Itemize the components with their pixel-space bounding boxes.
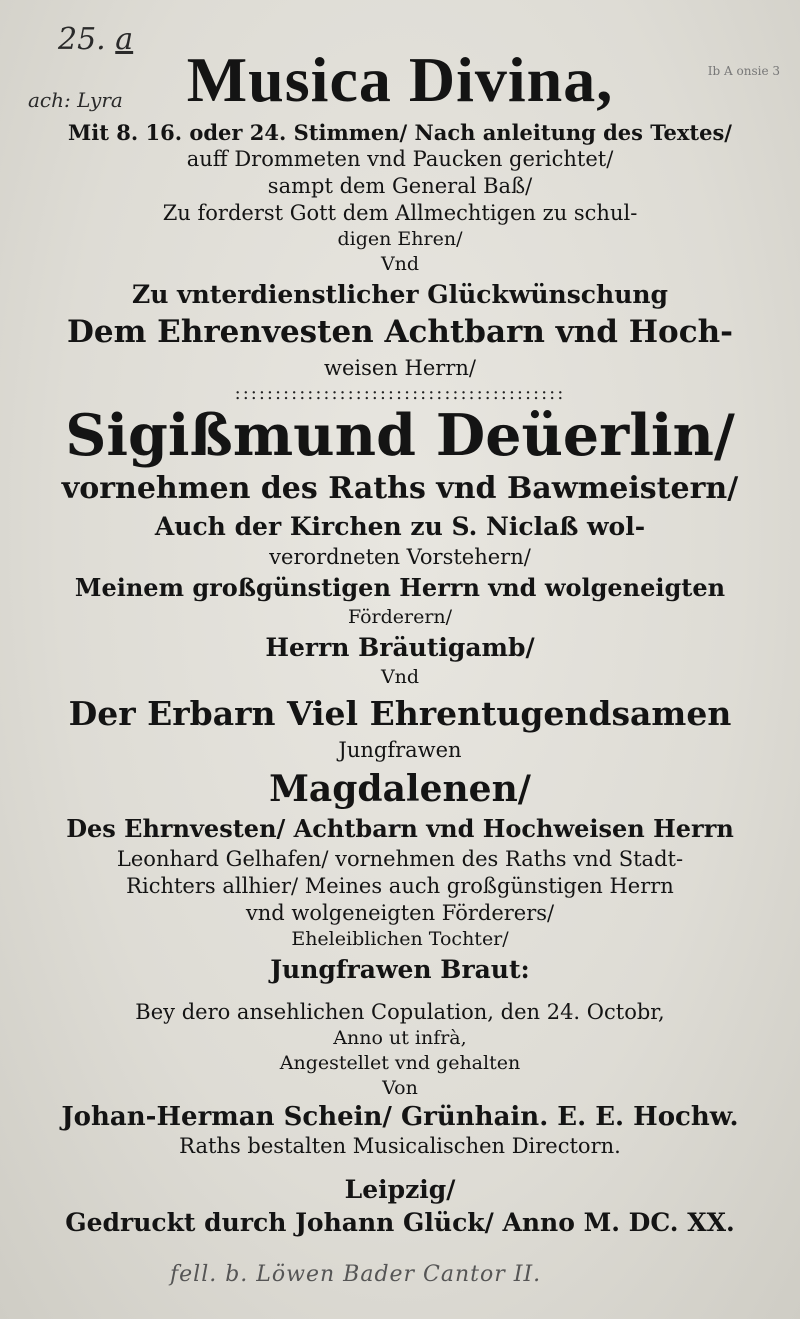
line-vorstehern: verordneten Vorstehern/ — [269, 545, 531, 569]
imprint-place: Leipzig/ — [344, 1175, 456, 1204]
groom-name: Sigißmund Deüerlin/ — [65, 402, 735, 469]
line-gelhafen: Leonhard Gelhafen/ vornehmen des Raths vnd Stadt- — [116, 847, 684, 871]
line-braut: Jungfrawen Braut: — [270, 955, 530, 984]
line-basso: sampt dem General Baß/ — [267, 174, 533, 198]
line-instruments: auff Drommeten vnd Paucken gerichtet/ — [186, 147, 614, 171]
offset-text: Ib A onsie 3 — [707, 64, 780, 78]
line-congratulation: Zu vnterdienstlicher Glückwünschung — [131, 280, 669, 309]
line-herrn: weisen Herrn/ — [324, 356, 476, 380]
line-voices: Mit 8. 16. oder 24. Stimmen/ Nach anleitung des Textes/ — [68, 120, 732, 145]
line-church: Auch der Kirchen zu S. Niclaß wol- — [154, 512, 646, 541]
line-jungfrawen: Jungfrawen — [338, 738, 462, 762]
line-anno: Anno ut infrà, — [333, 1027, 467, 1049]
main-title: Musica Divina, — [186, 44, 614, 115]
composer-name: Johan-Herman Schein/ Grünhain. E. E. Hochw. — [61, 1102, 739, 1132]
bride-name: Magdalenen/ — [269, 768, 531, 810]
line-director: Raths bestalten Musicalischen Directorn. — [179, 1134, 621, 1158]
line-und-2: Vnd — [380, 666, 420, 688]
line-richters: Richters allhier/ Meines auch großgünstigen Herrn — [126, 874, 674, 898]
handwritten-note-lyra: ach: Lyra — [28, 88, 123, 112]
line-braeutigam: Herrn Bräutigamb/ — [265, 633, 535, 662]
handwritten-note-bottom: fell. b. Löwen Bader Cantor II. — [170, 1262, 542, 1287]
line-foerderers: vnd wolgeneigten Förderers/ — [245, 901, 555, 925]
line-council: vornehmen des Raths vnd Bawmeistern/ — [61, 471, 739, 506]
line-und-1: Vnd — [380, 253, 420, 275]
line-dedication-god: Zu forderst Gott dem Allmechtigen zu schul- — [162, 201, 638, 225]
ornament-dots: ::::::::::::::::::::::::::::::::::::::::: — [234, 383, 566, 404]
line-honor: digen Ehren/ — [337, 228, 463, 250]
line-honorific: Dem Ehrenvesten Achtbarn vnd Hoch- — [66, 314, 733, 350]
shelfmark-annotation: 25. a — [58, 22, 134, 57]
line-angestellet: Angestellet vnd gehalten — [279, 1052, 521, 1074]
line-copulation: Bey dero ansehlichen Copulation, den 24. Octobr, — [135, 1000, 665, 1024]
line-von: Von — [382, 1077, 418, 1099]
imprint-printer: Gedruckt durch Johann Glück/ Anno M. DC. XX. — [65, 1208, 735, 1237]
line-father: Des Ehrnvesten/ Achtbarn vnd Hochweisen Herrn — [66, 814, 734, 843]
line-patron: Meinem großgünstigen Herrn vnd wolgeneigten — [74, 573, 726, 602]
line-foerderern: Förderern/ — [347, 606, 453, 628]
title-page-text — [60, 44, 740, 1243]
line-erbarn: Der Erbarn Viel Ehrentugendsamen — [68, 694, 732, 733]
line-tochter: Eheleiblichen Tochter/ — [291, 928, 509, 950]
